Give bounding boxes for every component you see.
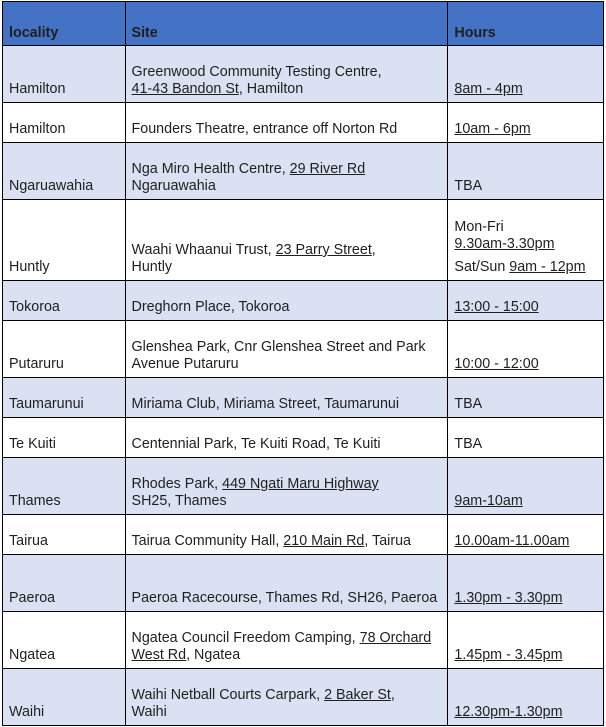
hours-link[interactable]: 9am-10am xyxy=(454,493,523,509)
site-text: Waahi Whaanui Trust, xyxy=(131,242,272,258)
hours-link[interactable]: 8am - 4pm xyxy=(454,81,523,97)
site-text: SH25, Thames xyxy=(131,493,227,509)
site-cell xyxy=(125,46,448,103)
address-link[interactable]: 449 Ngati Maru Highway xyxy=(222,476,379,492)
hours-cell xyxy=(448,612,604,669)
site-text: Ngatea Council Freedom Camping, xyxy=(131,630,356,646)
locality-cell: Te Kuiti xyxy=(3,418,126,458)
weekday-label: Mon-Fri xyxy=(454,219,504,235)
hours-cell xyxy=(448,515,604,555)
site-cell xyxy=(125,378,448,418)
address-link[interactable]: 78 Orchard West Rd xyxy=(131,630,432,663)
locality-cell: Waihi xyxy=(3,669,126,726)
locality-cell: Tokoroa xyxy=(3,281,126,321)
site-text: Paeroa Racecourse, Thames Rd, SH26, Paeroa xyxy=(131,590,438,606)
site-text: Greenwood Community Testing Centre, xyxy=(131,64,382,80)
table-row xyxy=(3,515,604,555)
table-row xyxy=(3,418,604,458)
hours-link[interactable]: 10am - 6pm xyxy=(454,121,531,137)
address-link[interactable]: 2 Baker St xyxy=(324,687,391,703)
site-text: Dreghorn Place, Tokoroa xyxy=(131,299,290,315)
header-locality: locality xyxy=(3,2,126,46)
locality-cell: Tairua xyxy=(3,515,126,555)
table-row xyxy=(3,378,604,418)
site-text: Waihi xyxy=(131,704,167,720)
hours-cell xyxy=(448,200,604,281)
table-row xyxy=(3,103,604,143)
address-link[interactable]: 41-43 Bandon St xyxy=(131,81,239,97)
table-row xyxy=(3,669,604,726)
header-site: Site xyxy=(125,2,448,46)
hours-cell xyxy=(448,669,604,726)
site-text: , Hamilton xyxy=(238,81,304,97)
address-link[interactable]: 210 Main Rd xyxy=(283,533,365,549)
locality-cell: Thames xyxy=(3,458,126,515)
weekend-label: Sat/Sun xyxy=(454,259,506,275)
table-row xyxy=(3,200,604,281)
hours-link[interactable]: 10:00 - 12:00 xyxy=(454,356,539,372)
site-cell xyxy=(125,281,448,321)
table-row xyxy=(3,555,604,612)
table-row xyxy=(3,612,604,669)
site-cell xyxy=(125,143,448,200)
site-text: Tairua Community Hall, xyxy=(131,533,280,549)
table-row xyxy=(3,46,604,103)
header-hours: Hours xyxy=(448,2,604,46)
site-text: Founders Theatre, entrance off Norton Rd xyxy=(131,121,398,137)
hours-link[interactable]: 1.45pm - 3.45pm xyxy=(454,647,563,663)
hours-cell xyxy=(448,281,604,321)
hours-cell xyxy=(448,555,604,612)
site-cell xyxy=(125,515,448,555)
locality-cell: Hamilton xyxy=(3,103,126,143)
locality-cell: Ngaruawahia xyxy=(3,143,126,200)
hours-link[interactable]: 10.00am-11.00am xyxy=(454,533,570,549)
site-cell xyxy=(125,103,448,143)
locality-cell: Huntly xyxy=(3,200,126,281)
site-text: Waihi Netball Courts Carpark, xyxy=(131,687,321,703)
address-link[interactable]: 23 Parry Street xyxy=(275,242,372,258)
locality-cell: Putaruru xyxy=(3,321,126,378)
site-cell xyxy=(125,612,448,669)
hours-link[interactable]: 12.30pm-1.30pm xyxy=(454,704,563,720)
weekday-hours-link[interactable]: 9.30am-3.30pm xyxy=(454,236,555,252)
hours-link[interactable]: 13:00 - 15:00 xyxy=(454,299,539,315)
site-text: Miriama Club, Miriama Street, Taumarunui xyxy=(131,396,400,412)
address-link[interactable]: 29 River Rd xyxy=(289,161,366,177)
site-text: , Tairua xyxy=(364,533,411,549)
site-text: , xyxy=(390,687,395,703)
hours-cell xyxy=(448,321,604,378)
hours-cell xyxy=(448,103,604,143)
hours-cell: TBA xyxy=(448,378,604,418)
site-cell xyxy=(125,555,448,612)
hours-cell: TBA xyxy=(448,418,604,458)
site-text: Nga Miro Health Centre, xyxy=(131,161,286,177)
site-cell xyxy=(125,200,448,281)
site-text: Rhodes Park, xyxy=(131,476,219,492)
table-row xyxy=(3,321,604,378)
site-text: Huntly xyxy=(131,259,173,275)
site-text: Ngaruawahia xyxy=(131,178,216,194)
hours-cell xyxy=(448,46,604,103)
site-text: Glenshea Park, Cnr Glenshea Street and Park Avenue Putaruru xyxy=(131,339,426,372)
site-text: , xyxy=(371,242,376,258)
header-row xyxy=(3,2,604,46)
hours-cell: TBA xyxy=(448,143,604,200)
table-row xyxy=(3,458,604,515)
site-cell xyxy=(125,321,448,378)
site-text: , Ngatea xyxy=(186,647,241,663)
table-row xyxy=(3,281,604,321)
locality-cell: Hamilton xyxy=(3,46,126,103)
locality-cell: Ngatea xyxy=(3,612,126,669)
hours-link[interactable]: 1.30pm - 3.30pm xyxy=(454,590,563,606)
site-text: Centennial Park, Te Kuiti Road, Te Kuiti xyxy=(131,436,381,452)
locality-cell: Paeroa xyxy=(3,555,126,612)
table-row xyxy=(3,143,604,200)
testing-sites-table xyxy=(2,1,604,726)
weekend-hours-link[interactable]: 9am - 12pm xyxy=(509,259,586,275)
site-cell xyxy=(125,669,448,726)
hours-cell xyxy=(448,458,604,515)
site-cell xyxy=(125,458,448,515)
site-cell xyxy=(125,418,448,458)
locality-cell: Taumarunui xyxy=(3,378,126,418)
